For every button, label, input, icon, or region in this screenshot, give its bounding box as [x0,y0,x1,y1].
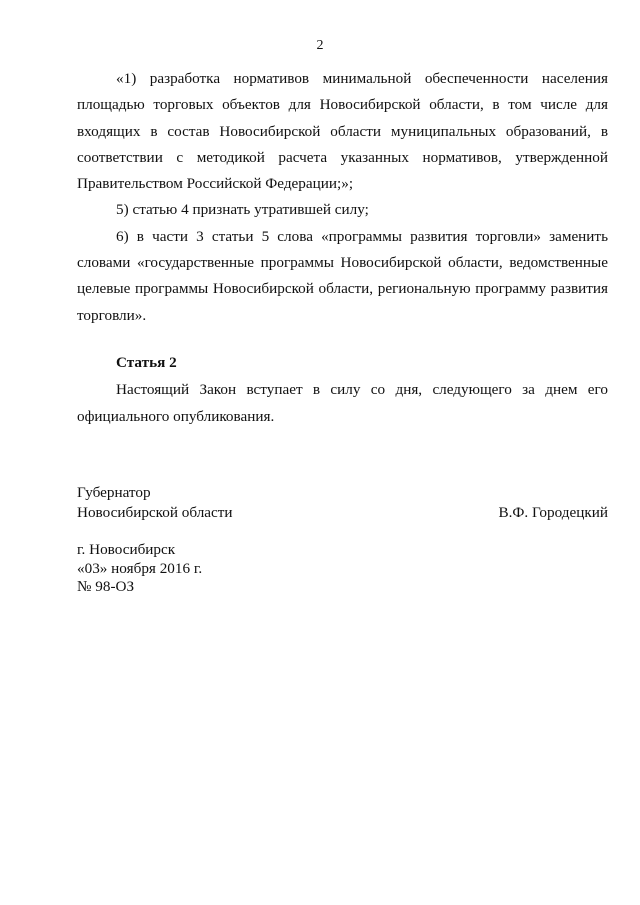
issuance-date: «03» ноября 2016 г. [77,559,203,577]
signature-title [77,483,233,523]
signature-title-line-2: Новосибирской области [77,504,233,521]
signature-title-line-1: Губернатор [77,484,151,501]
article-2-text-block [77,376,608,430]
amendments-section [77,66,608,329]
article-2-text: Настоящий Закон вступает в силу со дня, следующего за днем его официального опубликования. [77,381,608,425]
law-number: № 98-ОЗ [77,578,135,595]
article-2-heading: Статья 2 [116,354,177,371]
amendment-item-6: 6) в части 3 статьи 5 слова «программы развития торговли» заменить словами «государственные программы Новосибирской области, ведомственные целевые программы Новосибирской области, региональную программу развития торговли». [77,227,608,324]
issuance-details [77,541,202,597]
issuance-city: г. Новосибирск [77,541,176,558]
page-number: 2 [316,38,324,53]
signatory-name: В.Ф. Городецкий [498,504,608,521]
amendment-item-1: «1) разработка нормативов минимальной обеспеченности населения площадью торговых объектов для Новосибирской области, в том числе для входящих в состав Новосибирской области муниципальных образований, в соответствии с методикой расчета указанных нормативов, утвержденной Правительством Российской Федерации;»; [77,70,608,193]
amendment-item-5: 5) статью 4 признать утратившей силу; [116,201,369,219]
